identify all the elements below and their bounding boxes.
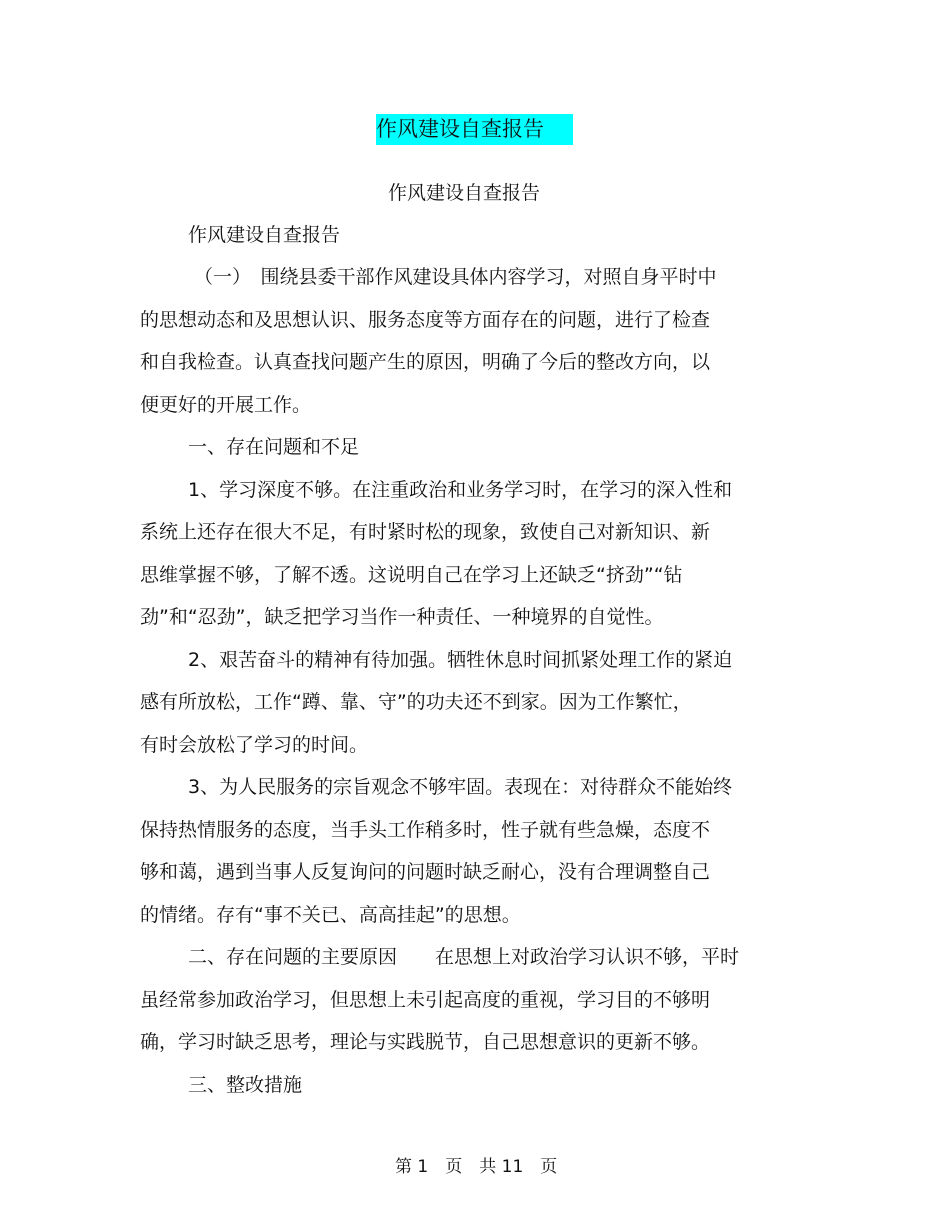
body-line: 的思想动态和及思想认识、服务态度等方面存在的问题，进行了检查 (140, 309, 711, 331)
body-line: 三、整改措施 (188, 1074, 303, 1096)
body-line: 的情绪。存有“事不关已、高高挂起”的思想。 (140, 904, 521, 926)
body-line: 有时会放松了学习的时间。 (140, 734, 369, 756)
body-line: 虽经常参加政治学习，但思想上未引起高度的重视，学习目的不够明 (140, 989, 711, 1011)
body-line: 便更好的开展工作。 (140, 394, 312, 416)
document-title: 作风建设自查报告 (376, 117, 544, 141)
body-line: 保持热情服务的态度，当手头工作稍多时，性子就有些急燥，态度不 (140, 819, 711, 841)
body-line: （一） 围绕县委干部作风建设具体内容学习，对照自身平时中 (194, 266, 717, 288)
body-line: 系统上还存在很大不足，有时紧时松的现象，致使自己对新知识、新 (140, 521, 711, 543)
body-line: 3、为人民服务的宗旨观念不够牢固。表现在：对待群众不能始终 (188, 776, 733, 798)
body-line: 2、艰苦奋斗的精神有待加强。牺牲休息时间抓紧处理工作的紧迫 (188, 649, 733, 671)
body-line: 二、存在问题的主要原因 在思想上对政治学习认识不够，平时 (188, 946, 740, 968)
body-line: 和自我检查。认真查找问题产生的原因，明确了今后的整改方向，以 (140, 351, 711, 373)
body-line: 感有所放松，工作“蹲、靠、守”的功夫还不到家。因为工作繁忙， (140, 691, 692, 713)
body-line: 一、存在问题和不足 (188, 436, 360, 458)
document-subtitle: 作风建设自查报告 (388, 182, 541, 204)
body-line: 劲”和“忍劲”，缺乏把学习当作一种责任、一种境界的自觉性。 (140, 606, 664, 628)
page-number-footer: 第 1 页 共 11 页 (395, 1157, 558, 1177)
body-line: 思维掌握不够，了解不透。这说明自己在学习上还缺乏“挤劲”“钻 (140, 564, 683, 586)
body-line: 1、学习深度不够。在注重政治和业务学习时，在学习的深入性和 (188, 479, 733, 501)
body-line: 够和蔼，遇到当事人反复询问的问题时缺乏耐心，没有合理调整自己 (140, 861, 711, 883)
body-line: 确，学习时缺乏思考，理论与实践脱节，自己思想意识的更新不够。 (140, 1031, 711, 1053)
body-line: 作风建设自查报告 (188, 224, 341, 246)
